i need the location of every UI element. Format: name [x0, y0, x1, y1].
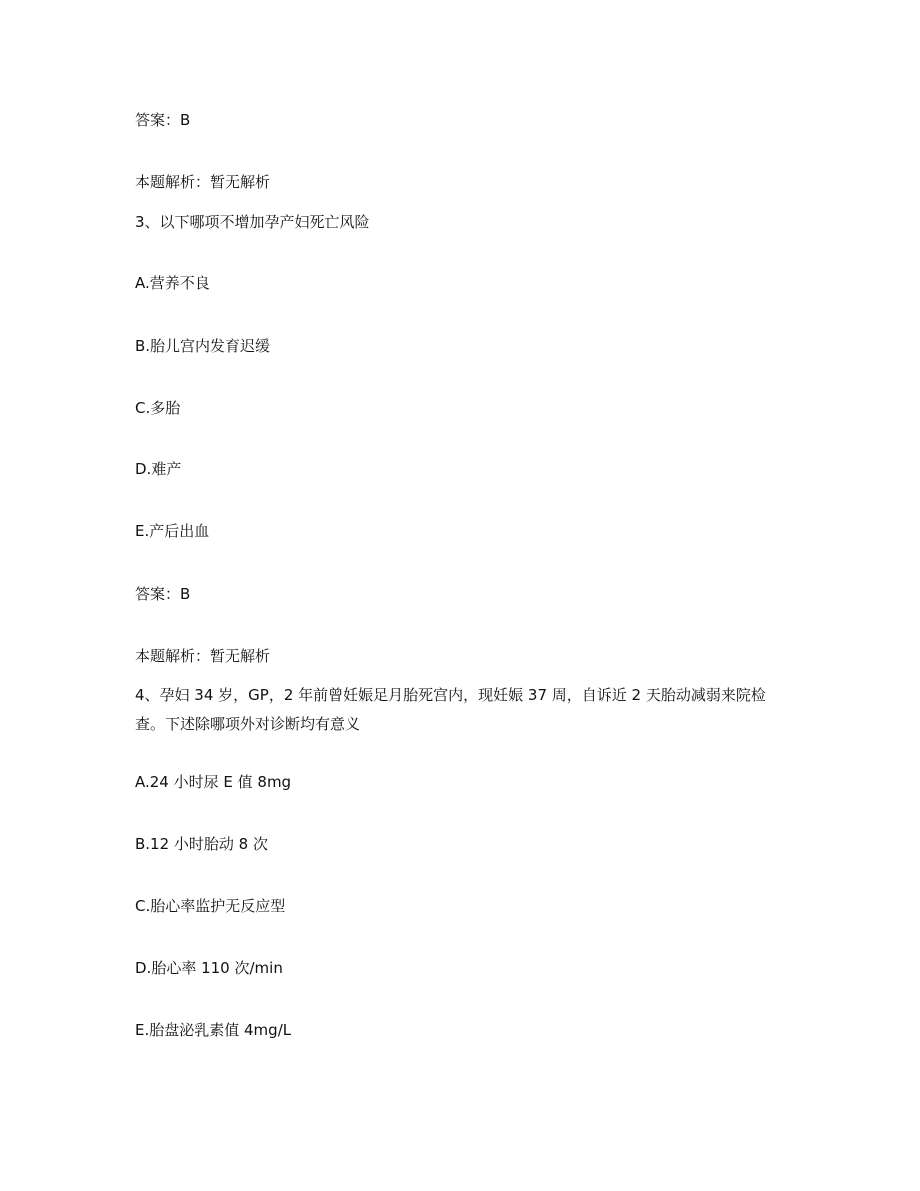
question-4-option-c: C.胎心率监护无反应型	[135, 897, 286, 915]
question-3-option-a: A.营养不良	[135, 274, 210, 292]
question-3-option-e: E.产后出血	[135, 522, 210, 540]
question-4-option-d: D.胎心率 110 次/min	[135, 959, 283, 977]
question-4-option-e: E.胎盘泌乳素值 4mg/L	[135, 1021, 292, 1039]
question-3-option-c: C.多胎	[135, 399, 181, 417]
question-3-stem: 3、以下哪项不增加孕产妇死亡风险	[135, 213, 370, 231]
analysis-q2: 本题解析：暂无解析	[135, 173, 271, 191]
question-4-option-a: A.24 小时尿 E 值 8mg	[135, 773, 292, 791]
answer-q2: 答案：B	[135, 111, 191, 129]
question-3-option-b: B.胎儿宫内发育迟缓	[135, 337, 271, 355]
question-4-option-b: B.12 小时胎动 8 次	[135, 835, 268, 853]
question-4-stem: 4、孕妇 34 岁，GP，2 年前曾妊娠足月胎死宫内，现妊娠 37 周，自诉近 2 天胎动减弱来院检查。下述除哪项外对诊断均有意义	[135, 686, 766, 733]
analysis-q3: 本题解析：暂无解析	[135, 647, 271, 665]
question-3-option-d: D.难产	[135, 460, 182, 478]
answer-q3: 答案：B	[135, 585, 191, 603]
